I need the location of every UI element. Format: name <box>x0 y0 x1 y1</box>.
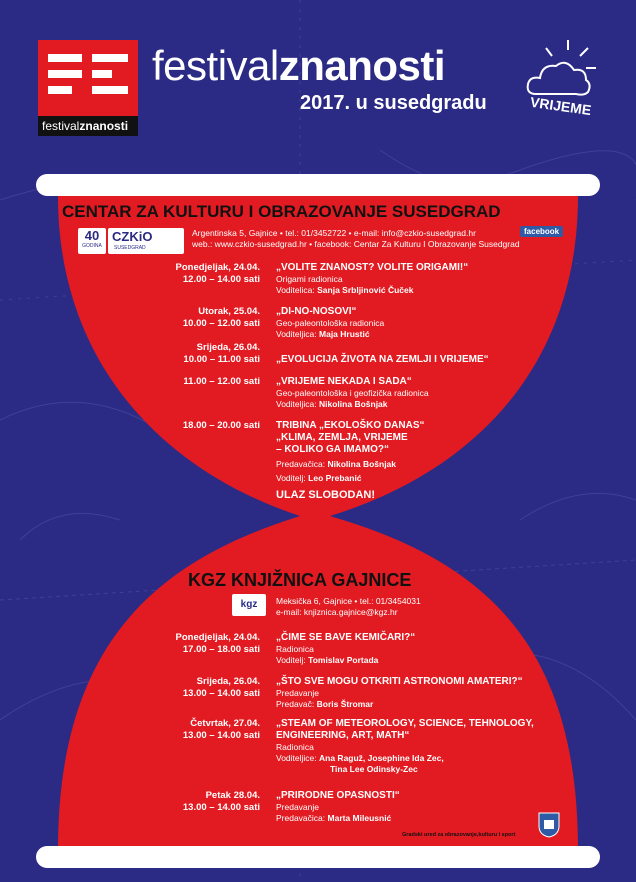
festival-logo <box>38 40 138 116</box>
logo-mark-icon <box>38 40 138 116</box>
event-time: 11.00 – 12.00 sati <box>183 376 260 387</box>
venue2-kgz-logo: kgz <box>232 594 266 616</box>
bottom-bar <box>36 846 600 868</box>
venue1-web: web.: www.czkio-susedgrad.hr • facebook: Centar Za Kulturu I Obrazovanje Susedgrad <box>192 239 520 249</box>
festival-subtitle: 2017. u susedgradu <box>300 92 487 114</box>
event-time: Srijeda, 26.04. 13.00 – 14.00 sati <box>182 676 260 699</box>
event-entry: „ŠTO SVE MOGU OTKRITI ASTRONOMI AMATERI?“ Predavanje Predavač: Boris Štromar <box>276 676 523 709</box>
event-entry: „STEAM OF METEOROLOGY, SCIENCE, TEHNOLOGY, ENGINEERING, ART, MATH“ Radionica Voditeljice: Ana Raguž, Josephine Ida Zec, Tina Lee Odinsky-Zec <box>276 718 534 774</box>
tribina-entry: TRIBINA „EKOLOŠKO DANAS“ „KLIMA, ZEMLJA, VRIJEME – KOLIKO GA IMAMO?“ Predavačica: Nikolina Bošnjak Voditelj: Leo Prebanić ULAZ SLOBODAN! <box>276 420 425 501</box>
event-entry: „ČIME SE BAVE KEMIČARI?“ Radionica Voditelj: Tomislav Portada <box>276 632 416 665</box>
facebook-badge[interactable]: facebook <box>520 226 563 237</box>
venue2-title: KGZ KNJIŽNICA GAJNICE <box>188 570 412 590</box>
venue1-anniversary-logo: 40 GODINA <box>78 228 106 254</box>
logo-caption: festivalznanosti <box>38 116 138 136</box>
free-entry-label: ULAZ SLOBODAN! <box>276 489 375 501</box>
event-time: 18.00 – 20.00 sati <box>182 420 260 431</box>
event-time: Četvrtak, 27.04. 13.00 – 14.00 sati <box>182 718 260 741</box>
event-time: Ponedjeljak, 24.04. 17.00 – 18.00 sati <box>175 632 260 655</box>
event-time: Ponedjeljak, 24.04. 12.00 – 14.00 sati <box>175 262 260 285</box>
venue1-czkio-logo: CZKiO SUSEDGRAD <box>108 228 184 254</box>
event-entry: „DI-NO-NOSOVI“ Geo-paleontološka radionica Voditeljica: Maja Hrustić <box>276 306 385 339</box>
venue2-address: Meksička 6, Gajnice • tel.: 01/3454031 <box>276 596 421 606</box>
event-entry: „EVOLUCIJA ŽIVOTA NA ZEMLJI I VRIJEME“ <box>276 354 489 365</box>
venue2-email: e-mail: knjiznica.gajnice@kgz.hr <box>276 607 398 617</box>
top-bar <box>36 174 600 196</box>
city-coat-of-arms-icon <box>538 812 560 838</box>
event-entry: „PRIRODNE OPASNOSTI“ Predavanje Predavačica: Marta Mileusnić <box>276 790 400 823</box>
festival-title: festivalznanosti <box>152 42 446 89</box>
theme-label: VRIJEME <box>529 93 593 119</box>
sponsor-text: Gradski ured za obrazovanje,kulturu i sport <box>402 832 516 838</box>
event-time: Utorak, 25.04. 10.00 – 12.00 sati <box>182 306 260 329</box>
event-time: Petak 28.04. 13.00 – 14.00 sati <box>182 790 260 813</box>
venue1-title: CENTAR ZA KULTURU I OBRAZOVANJE SUSEDGRAD <box>62 202 501 221</box>
event-entry: „VOLITE ZNANOST? VOLITE ORIGAMI!“ Origami radionica Voditelica: Sanja Srbljinović Čuček <box>276 262 469 295</box>
venue1-address: Argentinska 5, Gajnice • tel.: 01/3452722 • e-mail: info@czkio-susedgrad.hr <box>192 228 476 238</box>
event-time: Srijeda, 26.04. 10.00 – 11.00 sati <box>183 342 260 365</box>
event-entry: „VRIJEME NEKADA I SADA“ Geo-paleontološka i geofizička radionica Voditeljica: Nikolina Bošnjak <box>276 376 429 409</box>
